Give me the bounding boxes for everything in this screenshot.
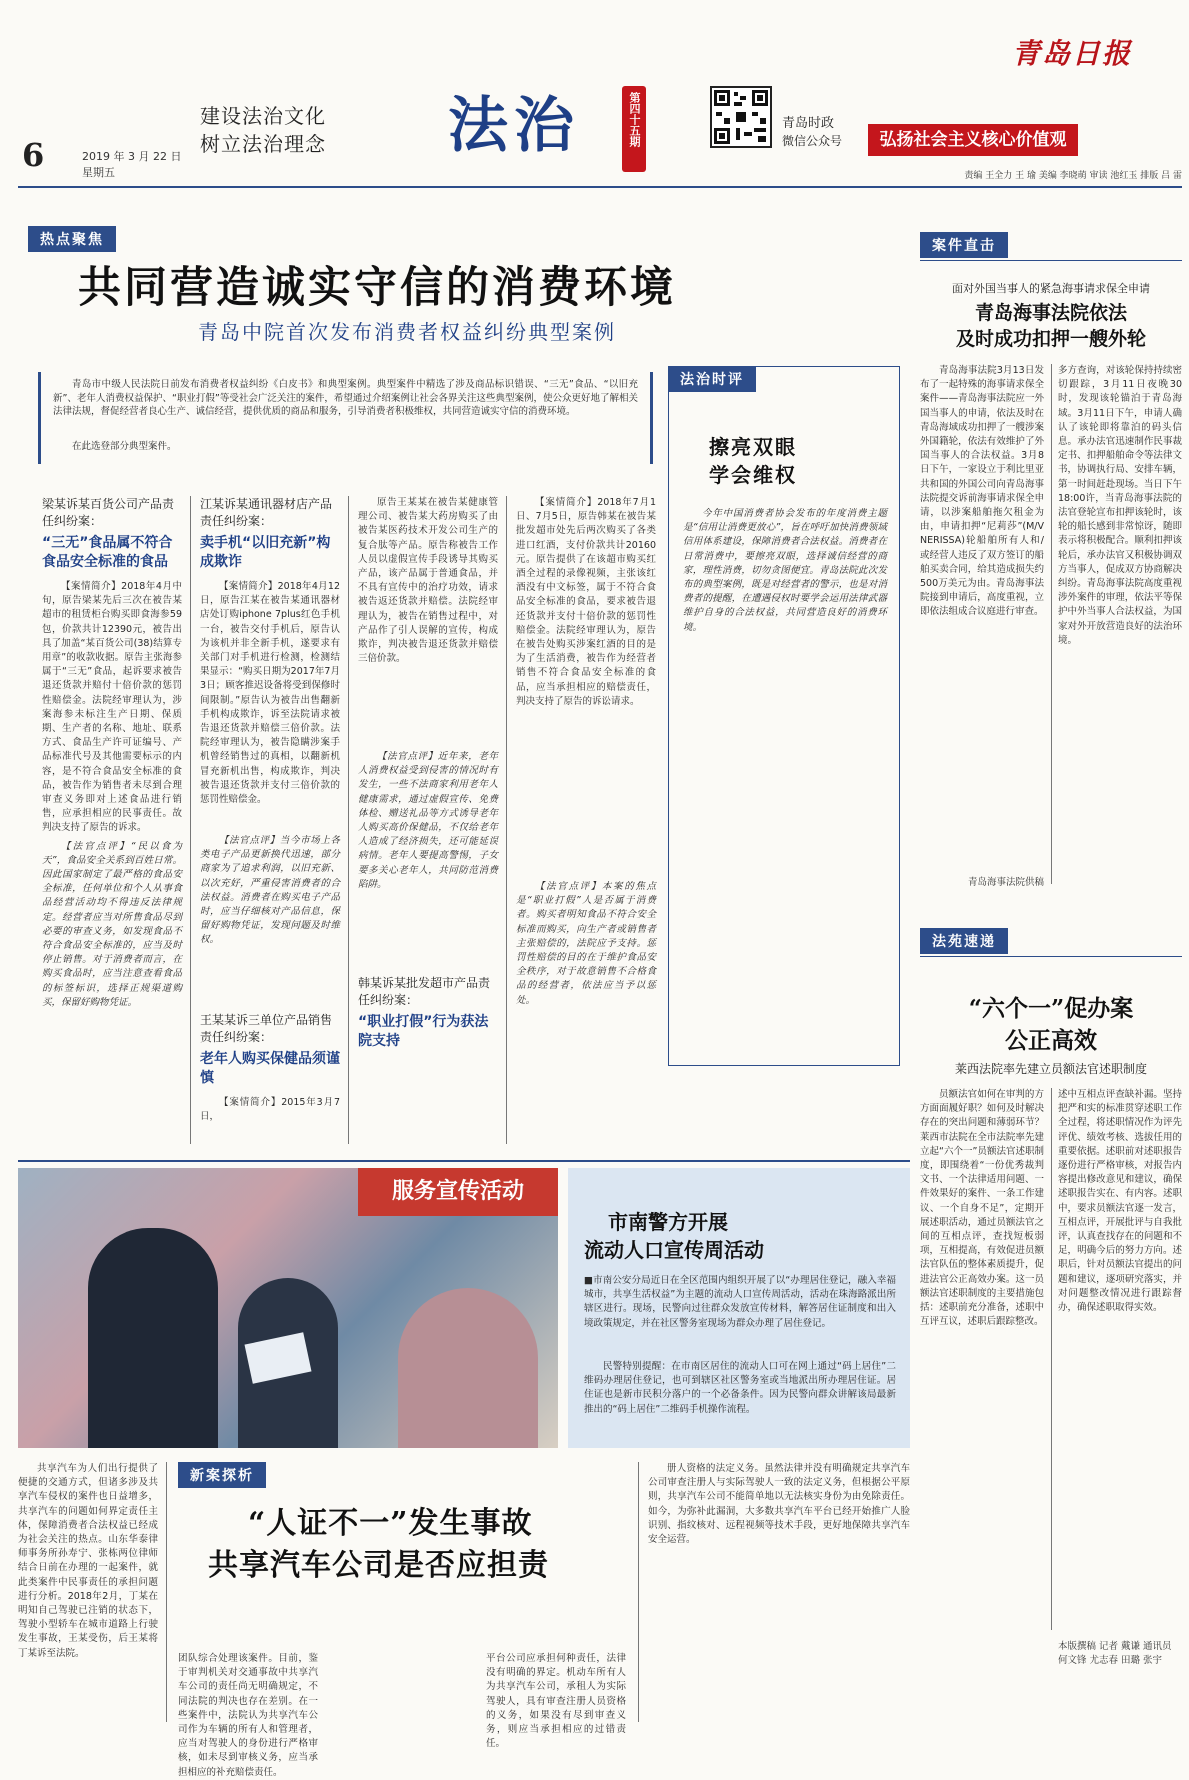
wechat-label-2: 微信公众号: [782, 134, 843, 148]
section-title: 法治: [448, 91, 580, 161]
main-subheadline: 青岛中院首次发布消费者权益纠纷典型案例: [198, 320, 616, 344]
police-photo: [18, 1168, 558, 1448]
case1-head: 梁某诉某百货公司产品责任纠纷案：: [42, 497, 175, 528]
slogan-line-2: 树立法治理念: [200, 132, 326, 156]
case1-title: “三无”食品属不符合食品安全标准的食品: [42, 535, 173, 570]
laixi-col-2: 述中互相点评查缺补漏。坚持把严和实的标准贯穿述职工作全过程，将述职情况作为评先评优、绩效考核、选拔任用的重要依据。述职前对述职报告逐份进行严格审核，对报告内容提出修改意见和建议，确保述职报告实在、有内容。述职中，要求员额法官逐一发言，互相点评，开展批评与自我批评，认真查找存在的问题和不足，明确今后的努力方向。述职后，针对员额法官提出的问题和建议，逐项研究落实，并对问题整改情况进行跟踪督办，确保述职取得实效。: [1058, 1089, 1182, 1314]
photo-body-2: 民警特别提醒：在市南区居住的流动人口可在网上通过“码上居住”二维码办理居住登记，也可到辖区社区警务室或当地派出所办理居住证。居住证也是新市民积分落户的一个必备条件。因为民警向群众讲解该局最新推出的“码上居住”二维码手机操作流程。: [584, 1361, 896, 1415]
bottom-title-1: “人证不一”发生事故: [248, 1506, 533, 1541]
case2-column: [200, 496, 340, 1144]
masthead: [0, 0, 1189, 190]
main-headline: 共同营造诚实守信的消费环境: [78, 263, 676, 313]
crowd-figure: [398, 1288, 538, 1448]
col-divider: [638, 1462, 639, 1722]
col-divider: [1051, 1088, 1052, 1630]
page-number: 6: [22, 136, 45, 174]
photo-banner-text: 服务宣传活动: [391, 1179, 524, 1204]
case5-column: [516, 496, 656, 1144]
case3-body: 【案情简介】2015年3月7日，: [200, 1097, 340, 1123]
photo-title-2: 流动人口宣传周活动: [584, 1238, 764, 1262]
case2-title: 卖手机“以旧充新”构成欺诈: [200, 535, 331, 570]
case1-column: [42, 496, 182, 1144]
wechat-label-1: 青岛时政: [782, 116, 835, 131]
maritime-title-1: 青岛海事法院依法: [974, 302, 1127, 324]
maritime-source: 青岛海事法院供稿: [967, 877, 1044, 888]
new-case-tag: 新案探析: [178, 1462, 266, 1488]
hot-focus-tag: 热点聚焦: [28, 226, 116, 252]
maritime-article: [920, 232, 1182, 892]
case5-head: 韩某诉某批发超市产品责任纠纷案：: [358, 976, 491, 1007]
bottom-col-left: 共享汽车为人们出行提供了便捷的交通方式，但诸多涉及共享汽车侵权的案件也日益增多，共享汽车的问题如何界定责任主体，保障消费者合法权益已经成为社会关注的热点。山东华泰律师事务所孙寿宁、张栋两位律师结合日前在办理的一起案件，就此类案件中民事责任的承担问题进行分析。2018年2月，丁某在明知自己驾驶已注销的状态下，驾驶小型轿车在城市道路上行驶发生事故，王某受伤，后王某将丁某诉至法院。: [18, 1463, 158, 1659]
case4-body: 原告王某某在被告某健康管理公司、被告某大药房购买了由被告某医药技术开发公司生产的复合肽等产品。原告称被告工作人员以虚假宣传手段诱导其购买产品，该产品属于普通食品，并不具有宣传中的治疗功效，请求被告返还货款并赔偿。法院经审理认为，被告在销售过程中，对产品作了引人误解的宣传，构成欺诈，判决被告退还货款并赔偿三倍价款。: [358, 497, 498, 665]
case2-head: 江某诉某通讯器材店产品责任纠纷案：: [200, 497, 333, 528]
masthead-rule: [18, 186, 1182, 188]
case3-head: 王某某诉三单位产品销售责任纠纷案：: [200, 1013, 333, 1044]
photo-title-1: 市南警方开展: [608, 1210, 728, 1234]
col-divider: [1051, 364, 1052, 884]
reporter-credits: 本版撰稿 记者 戴谦 通讯员 何文锋 尤志春 田璐 张宇: [1058, 1641, 1172, 1666]
maritime-col-1: 青岛海事法院3月13日发布了一起特殊的海事请求保全案件——青岛海事法院应一外国当事人的申请，依法及时在青岛海域成功扣押了一艘涉案外国籍轮，依法有效维护了外国当事人的合法权益。3月8日下午，一家设立于利比里亚共和国的外国公司向青岛海事法院提交诉前海事请求保全申请，以涉案船舶拖欠租金为由，申请扣押“尼莉莎”(M/V NERISSA)轮船舶所有人和/或经营人违反了双方签订的船舶买卖合同，给其造成损失约500万美元为由。青岛海事法院接到申请后，高度重视，立即依法组成合议庭进行审查。: [920, 365, 1044, 618]
bottom-col-mid: 团队综合处理该案件。目前，鉴于审判机关对交通事故中共享汽车公司的责任尚无明确规定，不同法院的判决也存在差别。在一些案件中，法院认为共享汽车公司作为车辆的所有人和管理者，应当对驾驶人的身份进行严格审核，如未尽到审核义务，应当承担相应的补充赔偿责任。: [178, 1653, 318, 1778]
bottom-col-right: 平台公司应承担何种责任，法律没有明确的界定。机动车所有人为共享汽车公司，承租人为实际驾驶人，具有审查注册人员资格的义务，如果没有尽到审查义务，则应当承担相应的过错责任。: [486, 1653, 626, 1750]
commentary-title-1: 擦亮双眼: [709, 435, 797, 459]
laixi-subtitle: 莱西法院率先建立员额法官述职制度: [954, 1062, 1147, 1076]
case4-comment: 【法官点评】近年来，老年人消费权益受到侵害的情况时有发生，一些不法商家利用老年人健康需求，通过虚假宣传、免费体检、赠送礼品等方式诱导老年人购买高价保健品，不仅给老年人造成了经济损失，还可能延误病情。老年人要提高警惕，子女要多关心老年人，共同防范消费陷阱。: [358, 751, 498, 890]
case1-body: 【案情简介】2018年4月中旬，原告梁某先后三次在被告某超市的租赁柜台购买即食海参59包，价款共计12390元，被告出具了加盖“某百货公司(38)结算专用章”的收款收据。原告主张海参属于“三无”食品，起诉要求被告退还货款并赔付十倍价款的惩罚性赔偿金。法院经审理认为，涉案海参未标注生产日期、保质期、生产者的名称、地址、联系方式、食品生产许可证编号、产品标准代号及其他需要标示的内容，是不符合食品安全标准的食品，被告作为销售者未尽到合理审查义务即对上述食品进行销售，应承担相应的民事责任。故判决支持了原告的诉求。: [42, 581, 182, 834]
case2-body: 【案情简介】2018年4月12日，原告江某在被告某通讯器材店处订购iphone 7plus红色手机一台，被告交付手机后，原告认为该机并非全新手机，遂要求有关部门对手机进行检测，检测结果显示：“购买日期为2017年7月3日；顾客推迟设备将受到保修时间限制。”原告认为被告出售翻新手机构成欺诈，诉至法院请求被告退还货款并赔偿三倍价款。法院经审理认为，被告隐瞒涉案手机曾经销售过的真相，以翻新机冒充新机出售，构成欺诈，判决被告退还货款并支付三倍价款的惩罚性赔偿金。: [200, 581, 340, 806]
tag-rule: [920, 956, 1182, 957]
laixi-title-1: “六个一”促办案: [968, 995, 1134, 1022]
case3-title: 老年人购买保健品须谨慎: [200, 1051, 340, 1086]
case-direct-tag: 案件直击: [920, 232, 1008, 258]
commentary-body: 今年中国消费者协会发布的年度消费主题是“信用让消费更放心”，旨在呼吁加快消费领域信用体系建设，保障消费者合法权益。消费者在日常消费中，要擦亮双眼，选择诚信经营的商家，理性消费，切勿贪图便宜。青岛法院此次发布的典型案例，既是对经营者的警示，也是对消费者的提醒，在遭遇侵权时要学会运用法律武器维护自身的合法权益，共同营造良好的消费环境。: [683, 508, 887, 633]
col-divider: [348, 496, 349, 1144]
lead-box: [38, 372, 653, 464]
qr-code-icon: [710, 86, 772, 148]
photo-banner: [358, 1168, 558, 1216]
issue-label: 第四十五期: [628, 92, 641, 147]
sharing-car-article: [18, 1456, 910, 1778]
photo-body-1: ■市南公安分局近日在全区范围内组织开展了以“办理居住登记，融入幸福城市，共享生活权益”为主题的流动人口宣传周活动，活动在珠海路派出所辖区进行。现场，民警向过往群众发放宣传材料，解答居住证制度和出入境政策规定，并在社区警务室现场为群众办理了居住登记。: [584, 1275, 896, 1329]
bottom-col-mid-2: [332, 1652, 472, 1722]
bottom-title-2: 共享汽车公司是否应担责: [208, 1548, 549, 1583]
case1-comment: 【法官点评】“民以食为天”，食品安全关系到百姓日常。因此国家制定了最严格的食品安全标准，任何单位和个人从事食品经营活动均不得违反法律规定。经营者应当对所售食品尽到必要的审查义务，如发现食品不符合食品安全标准的，应当及时停止销售。对于消费者而言，在购买食品时，应当注意查看食品的标签标识，选择正规渠道购买，保留好购物凭证。: [42, 840, 182, 1008]
lead-text-2: 在此选登部分典型案件。: [72, 441, 177, 452]
case2-comment: 【法官点评】当今市场上各类电子产品更新换代迅速，部分商家为了追求利润，以旧充新、以次充好，严重侵害消费者的合法权益。消费者在购买电子产品时，应当仔细核对产品信息，保留好购物凭证，发现问题及时维权。: [200, 835, 340, 946]
slogan-line-1: 建设法治文化: [200, 104, 326, 128]
issue-date: 2019 年 3 月 22 日: [82, 150, 182, 163]
col-divider: [190, 496, 191, 1144]
commentary-box: [668, 366, 900, 1066]
tag-rule: [920, 260, 1182, 261]
photo-story: [18, 1160, 910, 1450]
col-divider: [506, 496, 507, 1144]
laixi-col-1: 员额法官如何在审判的方方面面履好职？如何及时解决存在的突出问题和薄弱环节？莱西市法院在全市法院率先建立起“六个一”员额法官述职制度，即围绕着“一份优秀裁判文书、一个法律适用问题、一件效果好的案件、一条工作建议、一个自身不足”，定期开展述职活动，通过员额法官之间的互相点评，查找短板弱项，互相提高，有效促进员额法官队伍的整体素质提升，促进法官公正高效办案。这一员额法官述职制度的主要措施包括：述职前充分准备，述职中互评互议，述职后跟踪整改。: [920, 1089, 1044, 1328]
law-express-tag: 法苑速递: [920, 928, 1008, 954]
commentary-title-2: 学会维权: [709, 463, 797, 487]
bottom-col-far: 册人资格的法定义务。虽然法律并没有明确规定共享汽车公司审查注册人与实际驾驶人一致的法定义务，但根据公平原则，共享汽车公司不能简单地以无法核实身份为由免除责任。如今，为弥补此漏洞，大多数共享汽车平台已经开始推广人脸识别、指纹核对、远程视频等技术手段，更好地保障共享汽车安全运营。: [648, 1463, 910, 1546]
maritime-kicker: 面对外国当事人的紧急海事请求保全申请: [952, 282, 1150, 295]
case5-comment: 【法官点评】本案的焦点是“职业打假”人是否属于消费者。购买者明知食品不符合安全标准而购买，向生产者或销售者主张赔偿的，法院应予支持。惩罚性赔偿的目的在于维护食品安全秩序，对于故意销售不合格食品的经营者，依法应当予以惩处。: [516, 881, 656, 1006]
main-feature: [18, 196, 910, 1156]
paper-logo: 青岛日报: [1012, 37, 1133, 70]
case4-column: [358, 496, 498, 1144]
core-values-banner: [868, 124, 1078, 156]
core-values-text: 弘扬社会主义核心价值观: [879, 130, 1067, 150]
maritime-title-2: 及时成功扣押一艘外轮: [955, 328, 1146, 350]
weekday: 星期五: [82, 166, 115, 179]
officer-figure: [88, 1228, 218, 1448]
editor-credits: 责编 王全力 王 瑜 美编 李晓萌 审读 池红玉 排版 吕 雷: [964, 171, 1182, 181]
case5-title: “职业打假”行为获法院支持: [358, 1014, 489, 1049]
laixi-title-2: 公正高效: [1005, 1027, 1097, 1054]
case5-body: 【案情简介】2018年7月1日、7月5日，原告韩某在被告某批发超市处先后两次购买了各类进口红酒，支付价款共计20160元。原告提供了在该超市购买红酒全过程的录像视频，主张该红酒没有中文标签，属于不符合食品安全标准的食品，要求被告退还货款并支付十倍价款的惩罚性赔偿金。法院经审理认为，原告在被告处购买涉案红酒的目的是为了生活消费，被告作为经营者销售不符合食品安全标准的食品，应当承担相应的赔偿责任，判决支持了原告的诉讼请求。: [516, 497, 656, 707]
col-divider: [166, 1462, 167, 1722]
commentary-tag: 法治时评: [668, 366, 756, 392]
lead-text: 青岛市中级人民法院日前发布消费者权益纠纷《白皮书》和典型案例。典型案件中精选了涉及商品标识错误、“三无”食品、“以旧充新”、老年人消费权益保护、“职业打假”等受社会广泛关注的案件，希望通过介绍案例让社会各界关注这些典型案例，使公众更好地了解相关法律法规，督促经营者良心生产、诚信经营，提供优质的商品和服务，引导消费者积极维权，共同营造诚实守信的消费环境。: [53, 379, 638, 417]
maritime-col-2: 多方查询，对该轮保持持续密切跟踪，3月11日夜晚30时，发现该轮锚泊于青岛海域。3月11日下午，申请人确认了该轮即将靠泊的码头信息。承办法官迅速制作民事裁定书、扣押船舶命令等法律文书，协调执行局、安排车辆，第一时间赶赴现场。当日下午18:00许，当青岛海事法院的法官登轮宣布扣押该轮时，该轮的船长感到非常惊讶，随即表示将积极配合。顺利扣押该轮后，承办法官又积极协调双方当事人，促成双方协商解决纠纷。青岛海事法院高度重视涉外案件的审理，依法平等保护中外当事人合法权益，为国家对外开放营造良好的法治环境。: [1058, 365, 1182, 646]
